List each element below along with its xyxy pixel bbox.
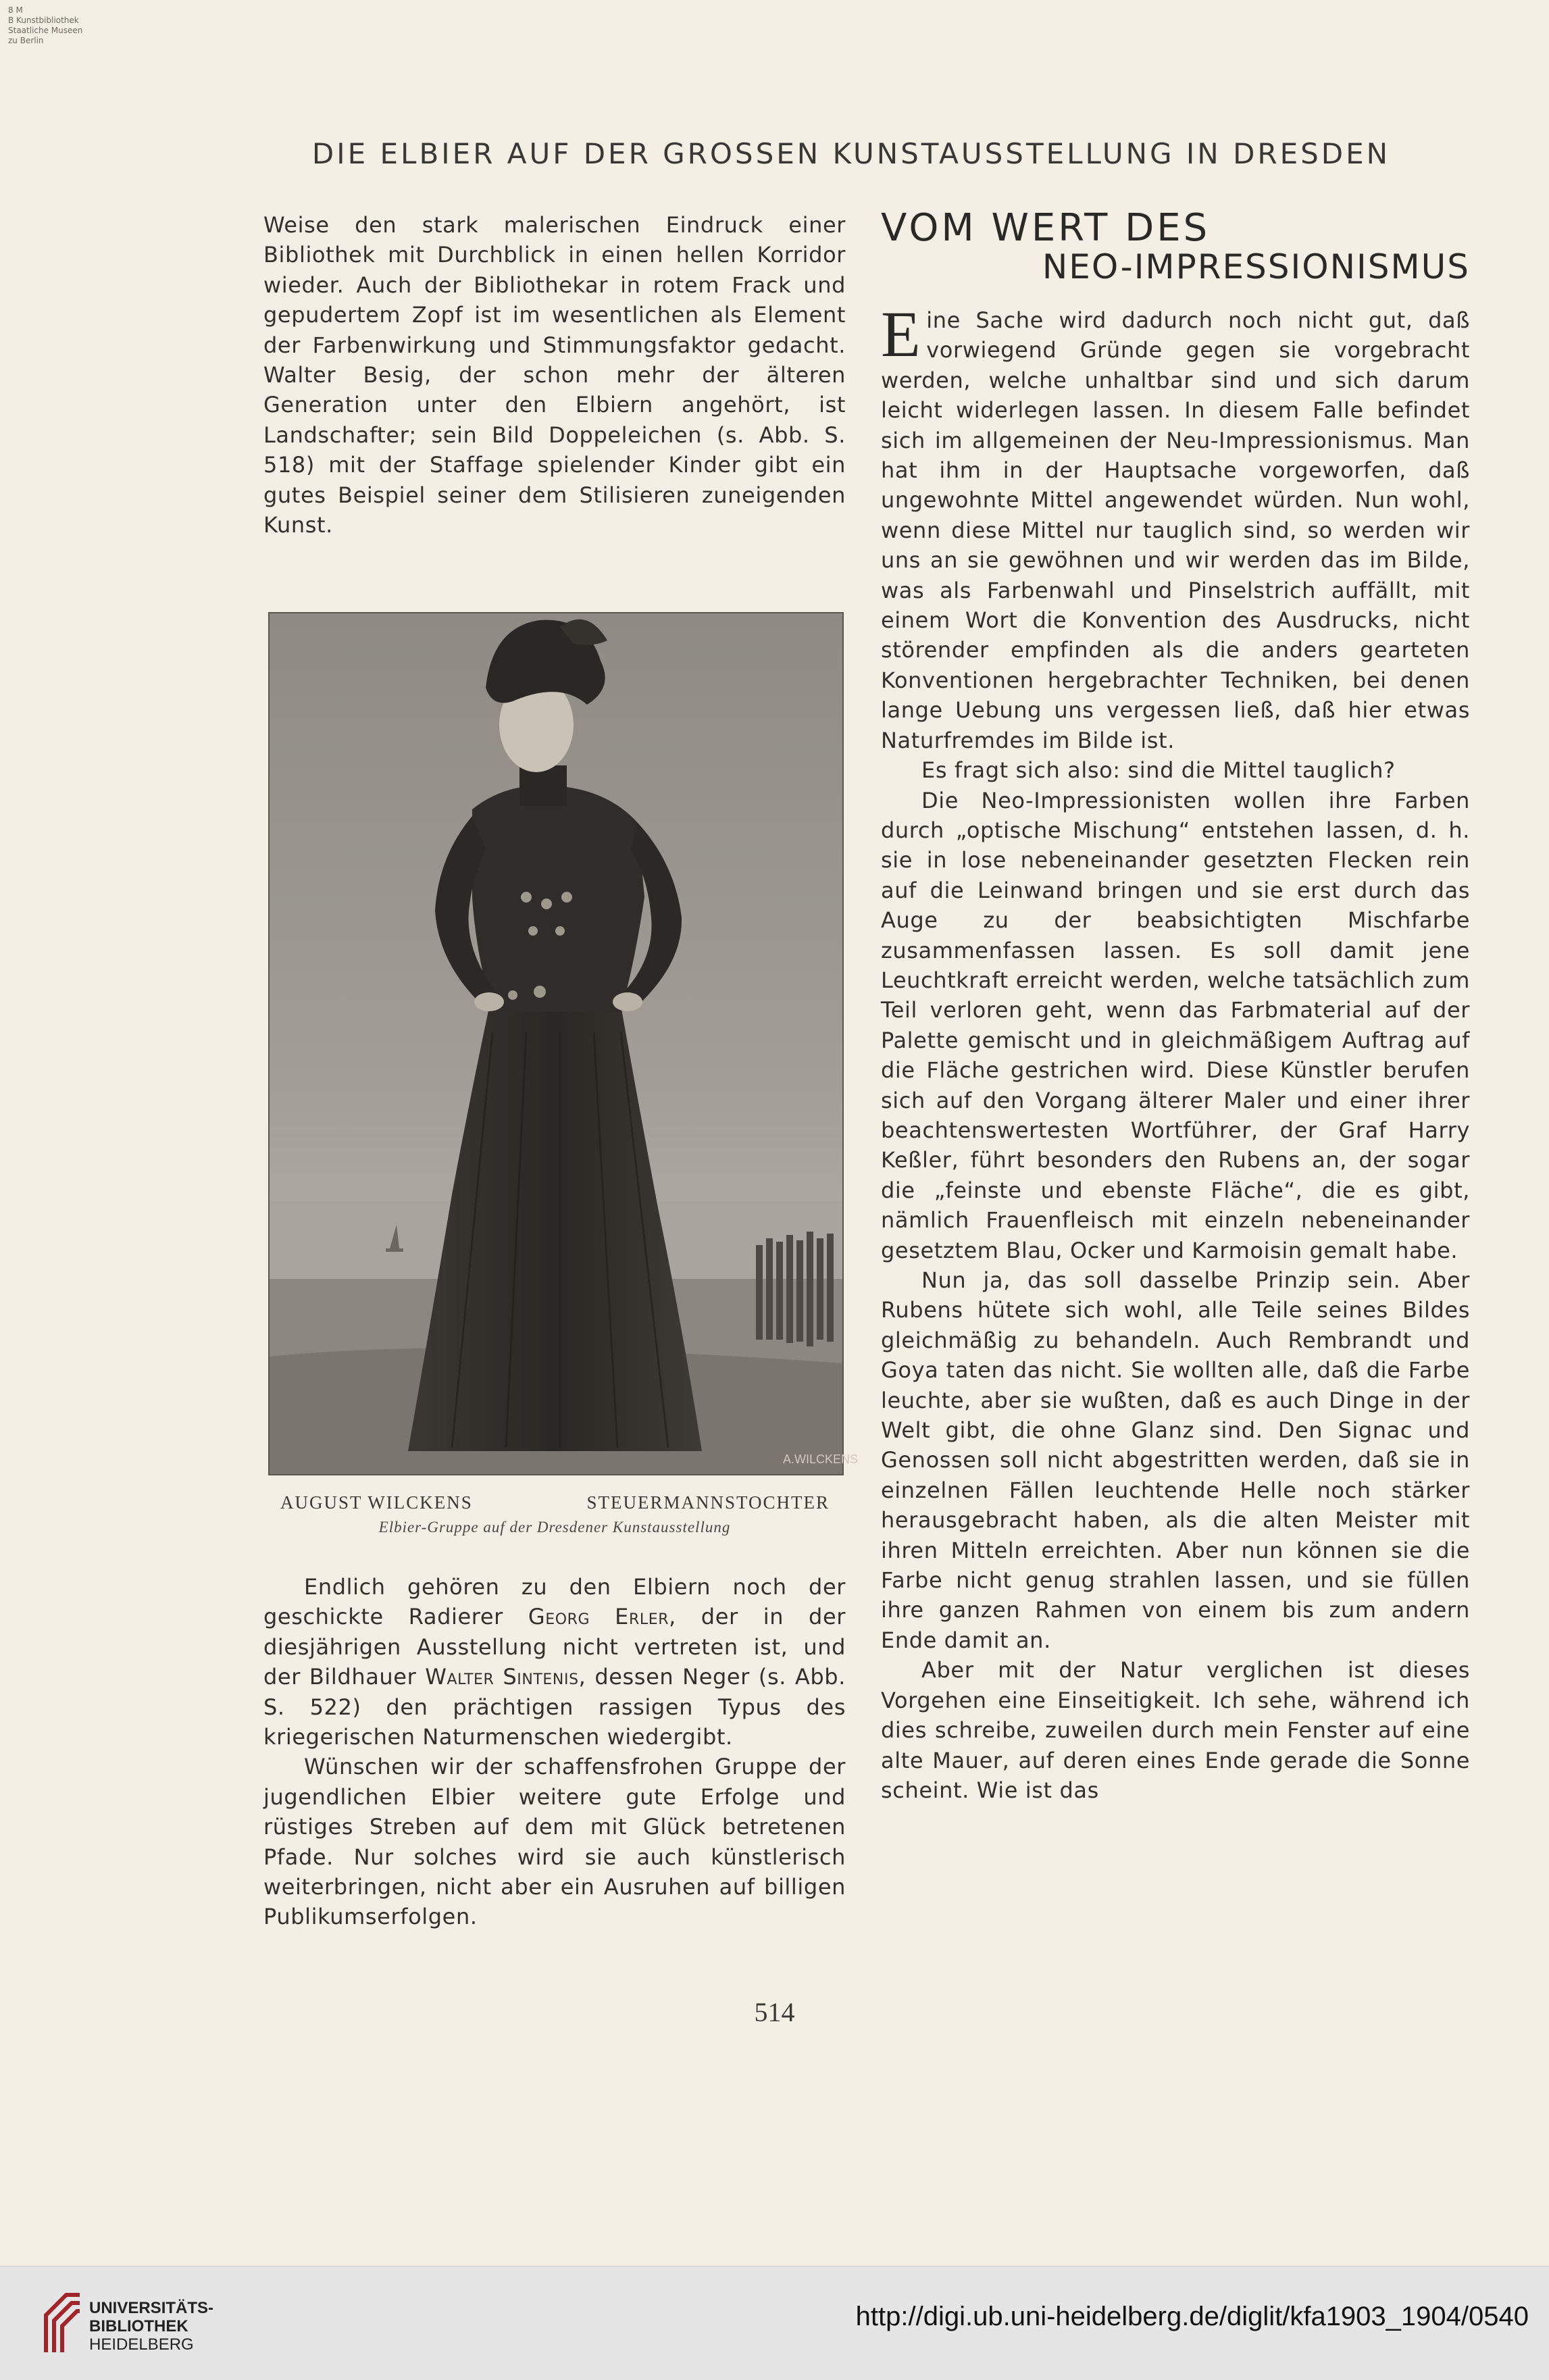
paragraph — [881, 298, 1470, 755]
library-name-line: UNIVERSITÄTS- BIBLIOTHEK — [89, 2299, 214, 2335]
right-column — [881, 298, 1470, 1805]
paragraph: Die Neo-Impressionisten wollen ihre Farben durch „optische Mischung“ entstehen lassen, d. h. sie in lose nebeneinander gesetzten Flecken rein auf die Leinwand bringen und sie erst durch das Auge zu der beabsichtigten Mischfarbe zusammenfassen lassen. Es soll damit jene Leuchtkraft erreicht werden, welche tatsächlich zum Teil verloren geht, wenn das Farbmaterial auf der Palette gemischt und in gleichmäßigem Auftrag auf die Fläche gestrichen wird. Diese Künstler berufen sich auf den Vorgang älterer Maler und einer ihrer beachtenswertesten Wortführer, der Graf Harry Keßler, führt besonders den Rubens an, der sogar die „feinste und ebenste Fläche“, die es gibt, nämlich Frauenfleisch mit einzeln nebeneinander gesetztem Blau, Ocker und Karmoisin gemalt habe. — [881, 787, 1470, 1263]
paragraph: Aber mit der Natur verglichen ist dieses Vorgehen eine Einseitigkeit. Ich sehe, während ich dies schreibe, zuweilen durch mein Fenster auf eine alte Mauer, auf deren eines Ende gerade die Sonne scheint. Wie ist das — [881, 1657, 1470, 1803]
library-name — [89, 2299, 213, 2354]
page-number: 514 — [754, 1997, 795, 2027]
paragraph — [263, 1572, 846, 1752]
footer-bar — [0, 2266, 1549, 2380]
text-run: , dessen Neger (s. Abb. S. 522) den prächtigen rassigen Typus des kriegerischen Naturmenschen wiedergibt. — [263, 1664, 846, 1750]
running-head: DIE ELBIER AUF DER GROSSEN KUNSTAUSSTELLUNG IN DRESDEN — [311, 137, 1391, 170]
painting-signature: A.WILCKENS — [783, 1452, 859, 1466]
drop-cap: E — [881, 298, 921, 370]
figure-caption — [280, 1492, 830, 1513]
article-title-line-1: VOM WERT DES — [881, 206, 1211, 250]
left-column-top — [263, 210, 846, 540]
library-logo-icon — [39, 2288, 86, 2356]
article-title-line-2: NEO-IMPRESSIONISMUS — [1042, 247, 1470, 286]
library-city: HEIDELBERG — [89, 2335, 194, 2354]
text-run: Endlich gehören zu den Elbiern noch der geschickte Radierer — [263, 1574, 846, 1630]
paragraph: Nun ja, das soll dasselbe Prinzip sein. Aber Rubens hütete sich wohl, alle Teile seines Bildes gleichmäßig zu behandeln. Auch Rembrandt und Goya taten das nicht. Sie wollten alle, daß die Farbe leuchte, aber sie wußten, daß es auch Dinge in der Welt gibt, die ohne Glanz sind. Den Signac und Genossen soll nicht abgestritten werden, daß sie in einzelnen Fällen leuchtende Helle noch stärker herausgebracht haben, als die alten Meister mit ihren Mitteln erreichten. Aber nun können sie die Farbe nicht genug strahlen lassen, und sie füllen ihre ganzen Rahmen von einem bis zum andern Ende damit an. — [881, 1267, 1470, 1653]
paragraph: Weise den stark malerischen Eindruck einer Bibliothek mit Durchblick in einen hellen Korridor wieder. Auch der Bibliothekar in rotem Frack und gepudertem Zopf ist im wesentlichen als Element der Farbenwirkung und Stimmungsfaktor gedacht. Walter Besig, der schon mehr der älteren Generation unter den Elbiern angehört, ist Landschafter; sein Bild Doppeleichen (s. Abb. S. 518) mit der Staffage spielender Kinder gibt ein gutes Beispiel seiner dem Stilisieren zuneigenden Kunst. — [263, 212, 846, 538]
figure-subcaption: Elbier-Gruppe auf der Dresdener Kunstausstellung — [378, 1519, 731, 1536]
paragraph: Wünschen wir der schaffensfrohen Gruppe der jugendlichen Elbier weitere gute Erfolge und rüstiges Streben auf dem mit Glück betretenen Pfade. Nur solches wird sie auch künstlerisch weiterbringen, nicht aber ein Ausruhen auf billigen Publikumserfolgen. — [263, 1754, 846, 1930]
figure-title: STEUERMANNSTOCHTER — [586, 1492, 830, 1513]
left-column-bottom — [263, 1572, 846, 1932]
paragraph: Es fragt sich also: sind die Mittel tauglich? — [921, 757, 1396, 784]
painting-image — [270, 613, 859, 1474]
person-name: Walter Sintenis — [425, 1664, 579, 1690]
person-name: Georg Erler — [528, 1604, 669, 1630]
painting-illustration — [268, 612, 859, 1475]
text-run: ine Sache wird dadurch noch nicht gut, daß vorwiegend Gründe gegen sie vorgebracht werden, welche unhaltbar sind und sich darum leicht widerlegen lassen. In diesem Falle befindet sich im allgemeinen der Neu-Impressionismus. Man hat ihm in der Hauptsache vorgeworfen, daß ungewohnte Mittel angewendet würden. Nun wohl, wenn diese Mittel nur tauglich sind, so werden wir uns an sie gewöhnen und wir werden das im Bilde, was als Farbenwahl und Pinselstrich auffällt, mit einem Wort die Konvention des Ausdrucks, nicht störender empfinden als die anders gearteten Konventionen hergebrachter Techniken, bei denen lange Uebung uns vergessen ließ, daß hier etwas Naturfremdes im Bilde ist. — [881, 307, 1470, 753]
figure-artist: AUGUST WILCKENS — [280, 1492, 473, 1513]
source-url-link[interactable]: http://digi.ub.uni-heidelberg.de/diglit/kfa1903_1904/0540 — [855, 2302, 1529, 2331]
text-run: , der in der diesjährigen Ausstellung nicht vertreten ist, und der Bildhauer — [263, 1604, 846, 1690]
library-stamp: 8 M B Kunstbibliothek Staatliche Museen zu Berlin — [8, 5, 83, 45]
